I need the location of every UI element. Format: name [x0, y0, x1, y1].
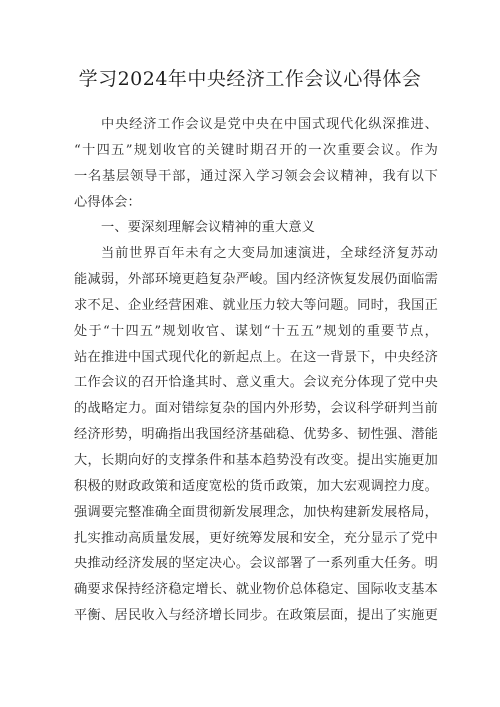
document-title: 学习2024年中央经济工作会议心得体会 [78, 68, 422, 90]
text-line: 站在推进中国式现代化的新起点上。在这一背景下，中央经济 [74, 349, 438, 365]
text-line: 积极的财政政策和适度宽松的货币政策，加大宏观调控力度。 [74, 478, 438, 494]
text-line: 心得体会： [74, 194, 141, 210]
text-line: 求不足、企业经营困难、就业压力较大等问题。同时，我国正 [74, 297, 438, 313]
document-body [74, 112, 438, 629]
text-line: 当前世界百年未有之大变局加速演进，全球经济复苏动 [101, 246, 438, 262]
text-line: 经济形势，明确指出我国经济基础稳、优势多、韧性强、潜能 [74, 427, 438, 443]
text-line: 央推动经济发展的坚定决心。会议部署了一系列重大任务。明 [74, 556, 438, 572]
text-line: 工作会议的召开恰逢其时、意义重大。会议充分体现了党中央 [74, 375, 438, 391]
text-line: 中央经济工作会议是党中央在中国式现代化纵深推进、 [101, 117, 438, 132]
text-line: 强调要完整准确全面贯彻新发展理念，加快构建新发展格局， [74, 504, 438, 520]
text-line: 确要求保持经济稳定增长、就业物价总体稳定、国际收支基本 [74, 582, 438, 598]
text-line: 一名基层领导干部，通过深入学习领会会议精神，我有以下 [74, 168, 438, 184]
text-line: “十四五”规划收官的关键时期召开的一次重要会议。作为 [74, 142, 438, 158]
text-line: 处于“十四五”规划收官、谋划“十五五”规划的重要节点， [74, 323, 438, 339]
text-line: 扎实推动高质量发展，更好统筹发展和安全，充分显示了党中 [74, 530, 438, 546]
text-line: 能减弱，外部环境更趋复杂严峻。国内经济恢复发展仍面临需 [74, 272, 438, 288]
text-line: 平衡、居民收入与经济增长同步。在政策层面，提出了实施更 [74, 608, 438, 624]
section-heading: 一、要深刻理解会议精神的重大意义 [101, 220, 316, 236]
text-line: 大，长期向好的支撑条件和基本趋势没有改变。提出实施更加 [74, 452, 438, 468]
text-line: 的战略定力。面对错综复杂的国内外形势，会议科学研判当前 [74, 401, 438, 417]
